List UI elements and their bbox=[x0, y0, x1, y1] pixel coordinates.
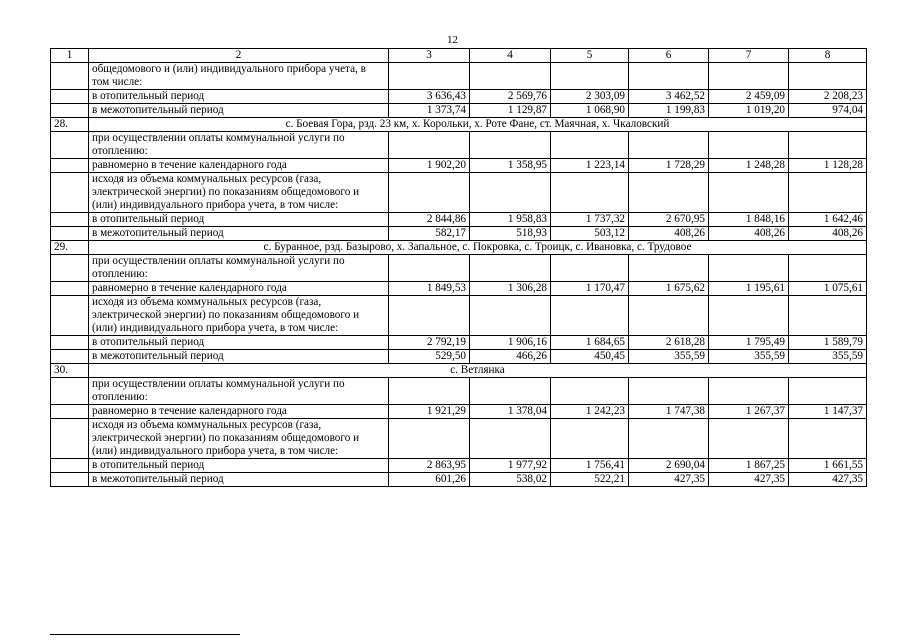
value-cell bbox=[470, 419, 551, 459]
table-row bbox=[51, 227, 867, 241]
row-label: исходя из объема коммунальных ресурсов (газа, электрической энергии) по показаниям общедомового и (или) индивидуального прибора учета, в том числе: bbox=[89, 173, 389, 213]
value-cell: 1 921,29 bbox=[389, 405, 470, 419]
row-label: в межотопительный период bbox=[89, 104, 389, 118]
value-cell: 1 849,53 bbox=[389, 282, 470, 296]
value-cell: 1 589,79 bbox=[789, 336, 867, 350]
row-index-cell bbox=[51, 104, 89, 118]
value-cell: 466,26 bbox=[470, 350, 551, 364]
value-cell bbox=[709, 378, 789, 405]
value-cell: 1 129,87 bbox=[470, 104, 551, 118]
table-row bbox=[51, 336, 867, 350]
row-index-cell bbox=[51, 336, 89, 350]
value-cell: 518,93 bbox=[470, 227, 551, 241]
locality-row bbox=[51, 241, 867, 255]
value-cell: 408,26 bbox=[629, 227, 709, 241]
value-cell bbox=[389, 132, 470, 159]
value-cell: 3 462,52 bbox=[629, 90, 709, 104]
value-cell: 974,04 bbox=[789, 104, 867, 118]
row-label: в межотопительный период bbox=[89, 473, 389, 487]
row-label: равномерно в течение календарного года bbox=[89, 159, 389, 173]
value-cell: 427,35 bbox=[629, 473, 709, 487]
locality-name: с. Боевая Гора, рзд. 23 км, х. Корольки, х. Роте Фане, ст. Маячная, х. Чкаловский bbox=[89, 118, 867, 132]
value-cell bbox=[389, 296, 470, 336]
value-cell: 1 267,37 bbox=[709, 405, 789, 419]
value-cell: 1 306,28 bbox=[470, 282, 551, 296]
value-cell: 2 844,86 bbox=[389, 213, 470, 227]
value-cell bbox=[629, 378, 709, 405]
section-number: 28. bbox=[51, 118, 89, 132]
table-row bbox=[51, 473, 867, 487]
value-cell bbox=[709, 132, 789, 159]
value-cell bbox=[551, 419, 629, 459]
table-row bbox=[51, 459, 867, 473]
row-index-cell bbox=[51, 173, 89, 213]
value-cell bbox=[629, 132, 709, 159]
value-cell: 1 147,37 bbox=[789, 405, 867, 419]
column-number: 2 bbox=[89, 49, 389, 63]
value-cell: 1 747,38 bbox=[629, 405, 709, 419]
row-index-cell bbox=[51, 405, 89, 419]
table-row bbox=[51, 405, 867, 419]
value-cell bbox=[789, 132, 867, 159]
section-number: 29. bbox=[51, 241, 89, 255]
value-cell bbox=[389, 378, 470, 405]
value-cell: 1 977,92 bbox=[470, 459, 551, 473]
row-label: исходя из объема коммунальных ресурсов (газа, электрической энергии) по показаниям общедомового и (или) индивидуального прибора учета, в том числе: bbox=[89, 419, 389, 459]
value-cell: 1 358,95 bbox=[470, 159, 551, 173]
row-index-cell bbox=[51, 296, 89, 336]
column-number: 6 bbox=[629, 49, 709, 63]
row-index-cell bbox=[51, 90, 89, 104]
table-row bbox=[51, 282, 867, 296]
value-cell bbox=[709, 173, 789, 213]
value-cell bbox=[709, 419, 789, 459]
value-cell bbox=[789, 419, 867, 459]
row-label: общедомового и (или) индивидуального прибора учета, в том числе: bbox=[89, 63, 389, 90]
table-row bbox=[51, 419, 867, 459]
value-cell bbox=[470, 296, 551, 336]
value-cell bbox=[470, 255, 551, 282]
value-cell: 1 170,47 bbox=[551, 282, 629, 296]
value-cell: 1 242,23 bbox=[551, 405, 629, 419]
value-cell: 1 902,20 bbox=[389, 159, 470, 173]
row-index-cell bbox=[51, 378, 89, 405]
table-row bbox=[51, 173, 867, 213]
value-cell: 2 459,09 bbox=[709, 90, 789, 104]
value-cell bbox=[709, 296, 789, 336]
value-cell: 1 068,90 bbox=[551, 104, 629, 118]
table-row bbox=[51, 63, 867, 90]
row-label: равномерно в течение календарного года bbox=[89, 282, 389, 296]
value-cell: 355,59 bbox=[629, 350, 709, 364]
row-label: в отопительный период bbox=[89, 90, 389, 104]
value-cell: 2 208,23 bbox=[789, 90, 867, 104]
locality-name: с. Буранное, рзд. Базырово, х. Запальное, с. Покровка, с. Троицк, с. Ивановка, с. Трудовое bbox=[89, 241, 867, 255]
row-index-cell bbox=[51, 350, 89, 364]
row-label: в межотопительный период bbox=[89, 227, 389, 241]
value-cell bbox=[629, 63, 709, 90]
value-cell bbox=[551, 296, 629, 336]
column-number: 1 bbox=[51, 49, 89, 63]
row-index-cell bbox=[51, 63, 89, 90]
row-index-cell bbox=[51, 132, 89, 159]
table-row bbox=[51, 159, 867, 173]
value-cell: 601,26 bbox=[389, 473, 470, 487]
row-label: в отопительный период bbox=[89, 213, 389, 227]
row-index-cell bbox=[51, 213, 89, 227]
row-label: исходя из объема коммунальных ресурсов (газа, электрической энергии) по показаниям общедомового и (или) индивидуального прибора учета, в том числе: bbox=[89, 296, 389, 336]
table-row bbox=[51, 255, 867, 282]
value-cell: 2 690,04 bbox=[629, 459, 709, 473]
value-cell bbox=[389, 173, 470, 213]
value-cell: 2 863,95 bbox=[389, 459, 470, 473]
value-cell: 427,35 bbox=[709, 473, 789, 487]
value-cell: 408,26 bbox=[789, 227, 867, 241]
value-cell: 1 958,83 bbox=[470, 213, 551, 227]
row-label: при осуществлении оплаты коммунальной услуги по отоплению: bbox=[89, 255, 389, 282]
value-cell bbox=[789, 378, 867, 405]
column-number: 4 bbox=[470, 49, 551, 63]
table-row bbox=[51, 213, 867, 227]
value-cell bbox=[709, 63, 789, 90]
value-cell: 503,12 bbox=[551, 227, 629, 241]
value-cell: 450,45 bbox=[551, 350, 629, 364]
value-cell: 1 199,83 bbox=[629, 104, 709, 118]
value-cell: 1 675,62 bbox=[629, 282, 709, 296]
value-cell bbox=[470, 132, 551, 159]
value-cell: 355,59 bbox=[709, 350, 789, 364]
value-cell bbox=[629, 419, 709, 459]
value-cell: 1 661,55 bbox=[789, 459, 867, 473]
column-number: 5 bbox=[551, 49, 629, 63]
value-cell: 1 848,16 bbox=[709, 213, 789, 227]
value-cell bbox=[470, 173, 551, 213]
value-cell bbox=[629, 255, 709, 282]
value-cell: 529,50 bbox=[389, 350, 470, 364]
value-cell bbox=[551, 173, 629, 213]
value-cell: 1 867,25 bbox=[709, 459, 789, 473]
value-cell: 1 075,61 bbox=[789, 282, 867, 296]
row-label: равномерно в течение календарного года bbox=[89, 405, 389, 419]
locality-row bbox=[51, 118, 867, 132]
value-cell: 1 019,20 bbox=[709, 104, 789, 118]
tariff-table bbox=[50, 48, 867, 487]
row-index-cell bbox=[51, 159, 89, 173]
row-label: в отопительный период bbox=[89, 459, 389, 473]
value-cell: 2 303,09 bbox=[551, 90, 629, 104]
section-number: 30. bbox=[51, 364, 89, 378]
value-cell: 538,02 bbox=[470, 473, 551, 487]
row-index-cell bbox=[51, 255, 89, 282]
value-cell: 408,26 bbox=[709, 227, 789, 241]
column-number: 7 bbox=[709, 49, 789, 63]
value-cell bbox=[709, 255, 789, 282]
column-number-row bbox=[51, 49, 867, 63]
value-cell: 2 618,28 bbox=[629, 336, 709, 350]
value-cell: 1 728,29 bbox=[629, 159, 709, 173]
value-cell bbox=[789, 296, 867, 336]
value-cell: 1 642,46 bbox=[789, 213, 867, 227]
value-cell bbox=[470, 378, 551, 405]
value-cell bbox=[551, 378, 629, 405]
value-cell bbox=[789, 63, 867, 90]
row-label: в межотопительный период bbox=[89, 350, 389, 364]
locality-row bbox=[51, 364, 867, 378]
value-cell bbox=[551, 63, 629, 90]
column-number: 8 bbox=[789, 49, 867, 63]
value-cell: 2 792,19 bbox=[389, 336, 470, 350]
row-index-cell bbox=[51, 419, 89, 459]
value-cell: 1 373,74 bbox=[389, 104, 470, 118]
value-cell: 1 684,65 bbox=[551, 336, 629, 350]
row-label: при осуществлении оплаты коммунальной услуги по отоплению: bbox=[89, 378, 389, 405]
value-cell bbox=[551, 255, 629, 282]
value-cell: 1 795,49 bbox=[709, 336, 789, 350]
value-cell: 1 906,16 bbox=[470, 336, 551, 350]
row-index-cell bbox=[51, 227, 89, 241]
footnote-separator bbox=[50, 634, 240, 635]
value-cell: 1 128,28 bbox=[789, 159, 867, 173]
value-cell: 1 223,14 bbox=[551, 159, 629, 173]
value-cell bbox=[389, 419, 470, 459]
table-row bbox=[51, 350, 867, 364]
value-cell bbox=[789, 173, 867, 213]
value-cell bbox=[789, 255, 867, 282]
table-row bbox=[51, 90, 867, 104]
value-cell: 427,35 bbox=[789, 473, 867, 487]
value-cell: 2 670,95 bbox=[629, 213, 709, 227]
value-cell: 582,17 bbox=[389, 227, 470, 241]
value-cell bbox=[629, 296, 709, 336]
table-row bbox=[51, 104, 867, 118]
locality-name: с. Ветлянка bbox=[89, 364, 867, 378]
value-cell bbox=[389, 63, 470, 90]
value-cell: 522,21 bbox=[551, 473, 629, 487]
value-cell: 2 569,76 bbox=[470, 90, 551, 104]
table-row bbox=[51, 296, 867, 336]
value-cell: 1 248,28 bbox=[709, 159, 789, 173]
value-cell: 355,59 bbox=[789, 350, 867, 364]
value-cell bbox=[470, 63, 551, 90]
row-label: при осуществлении оплаты коммунальной услуги по отоплению: bbox=[89, 132, 389, 159]
value-cell: 1 756,41 bbox=[551, 459, 629, 473]
row-label: в отопительный период bbox=[89, 336, 389, 350]
value-cell bbox=[629, 173, 709, 213]
row-index-cell bbox=[51, 473, 89, 487]
table-row bbox=[51, 378, 867, 405]
value-cell: 1 378,04 bbox=[470, 405, 551, 419]
value-cell bbox=[389, 255, 470, 282]
value-cell: 3 636,43 bbox=[389, 90, 470, 104]
value-cell: 1 195,61 bbox=[709, 282, 789, 296]
page-number: 12 bbox=[447, 34, 458, 46]
value-cell: 1 737,32 bbox=[551, 213, 629, 227]
row-index-cell bbox=[51, 282, 89, 296]
column-number: 3 bbox=[389, 49, 470, 63]
table-row bbox=[51, 132, 867, 159]
value-cell bbox=[551, 132, 629, 159]
row-index-cell bbox=[51, 459, 89, 473]
